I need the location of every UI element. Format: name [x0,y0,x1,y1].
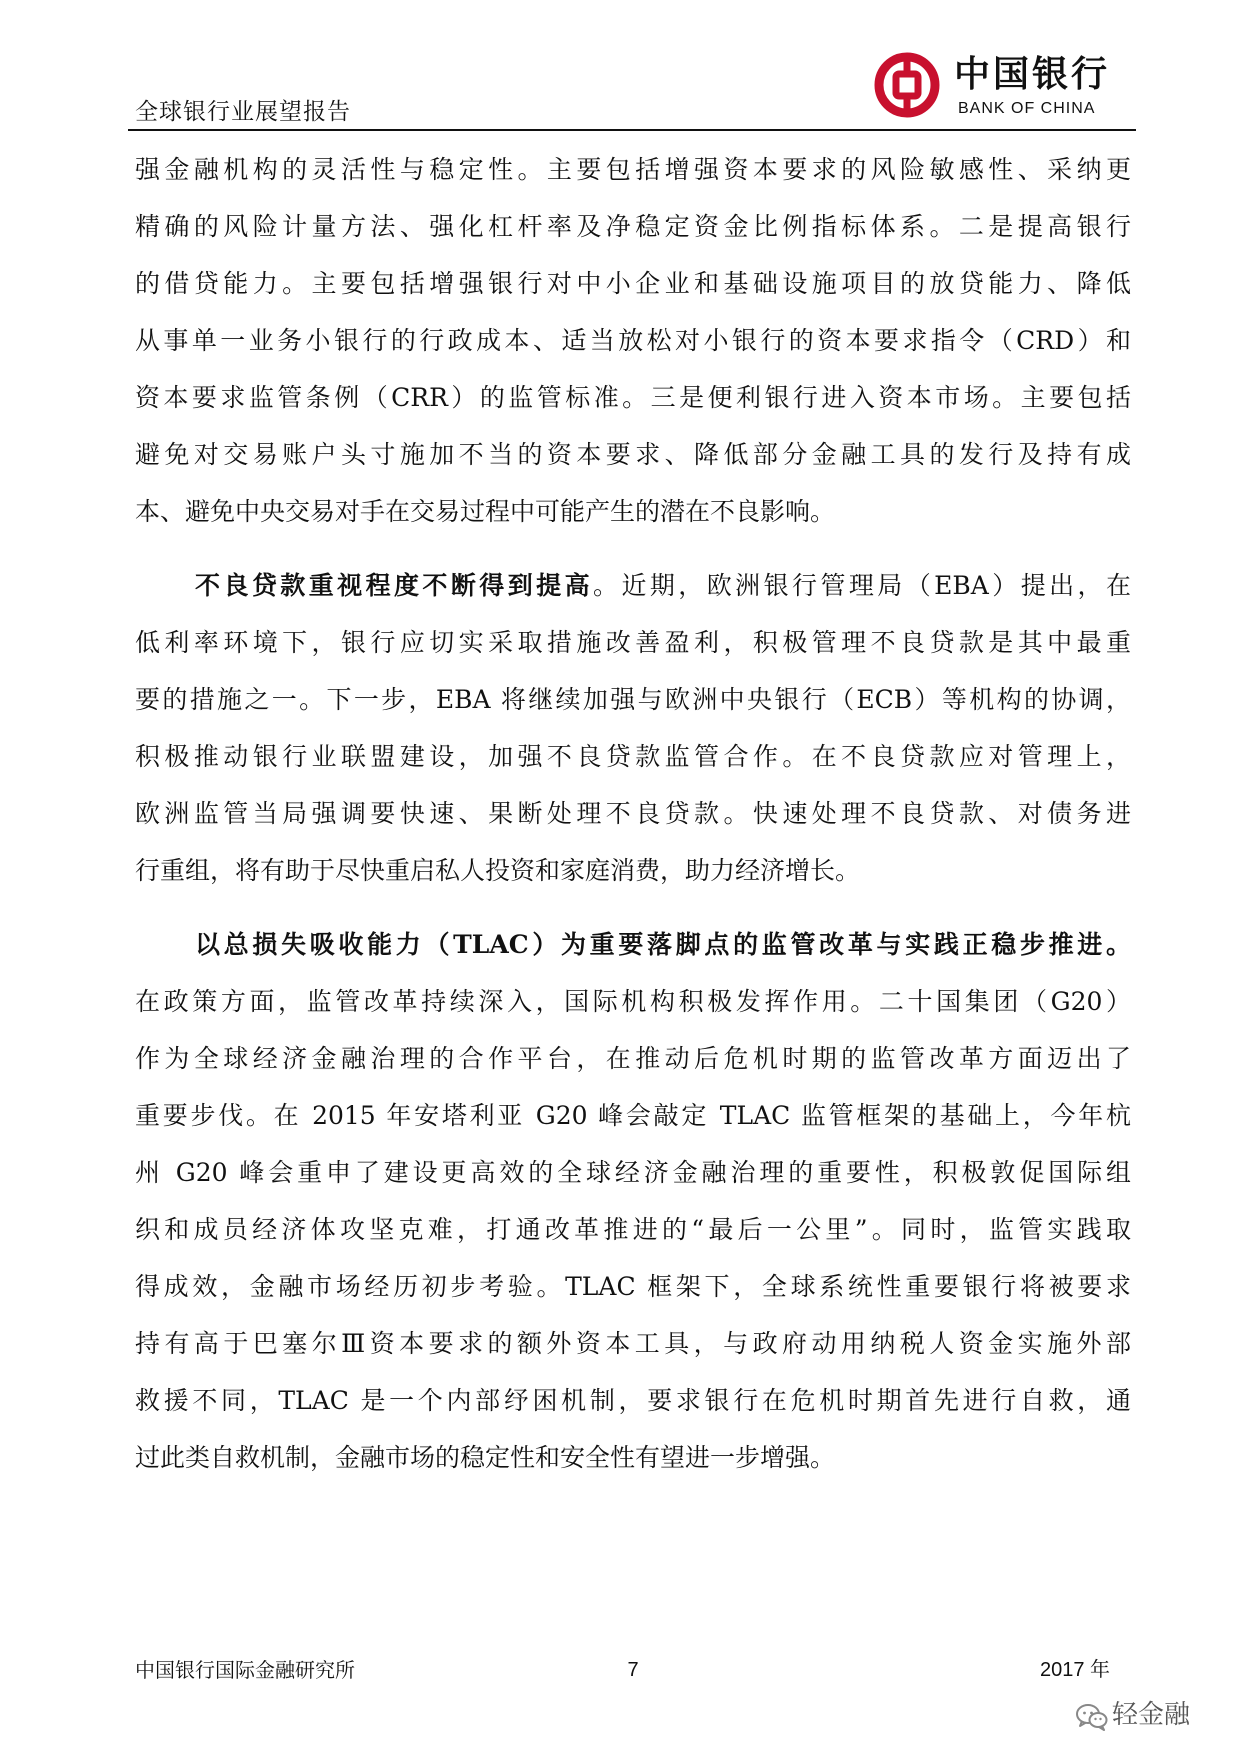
text-line: 重要步伐。在 2015 年安塔利亚 G20 峰会敲定 TLAC 监管框架的基础上，今年杭 [135,1101,1131,1130]
text-line: 过此类自救机制，金融市场的稳定性和安全性有望进一步增强。 [135,1443,836,1472]
logo-name-cn: 中国银行 [954,53,1111,95]
header-divider [128,129,1136,131]
paragraph-3 [135,916,1131,1486]
text-line: 从事单一业务小银行的行政成本、适当放松对小银行的资本要求指令（CRD）和 [135,326,1131,355]
paragraph-lead-heading: 以总损失吸收能力（TLAC）为重要落脚点的监管改革与实践正稳步推进。 [195,930,1131,959]
page-number: 7 [627,1659,639,1681]
text-line: 救援不同，TLAC 是一个内部纾困机制，要求银行在危机时期首先进行自救，通 [135,1386,1131,1415]
body-text [135,141,1131,1486]
paragraph-2 [135,557,1131,899]
bank-of-china-coin-icon [874,52,940,118]
logo-name-en: BANK OF CHINA [958,100,1096,117]
text-line: 州 G20 峰会重申了建设更高效的全球经济金融治理的重要性，积极敦促国际组 [135,1158,1131,1187]
text-line: 在政策方面，监管改革持续深入，国际机构积极发挥作用。二十国集团（G20） [135,987,1131,1016]
text-line: 要的措施之一。下一步，EBA 将继续加强与欧洲中央银行（ECB）等机构的协调， [135,685,1131,714]
text-segment: 。近期，欧洲银行管理局（EBA）提出，在 [593,571,1131,600]
text-line [135,557,1131,614]
watermark-text: 轻金融 [1112,1700,1191,1730]
text-line: 作为全球经济金融治理的合作平台，在推动后危机时期的监管改革方面迈出了 [135,1044,1131,1073]
text-line: 的借贷能力。主要包括增强银行对中小企业和基础设施项目的放贷能力、降低 [135,269,1131,298]
text-line: 强金融机构的灵活性与稳定性。主要包括增强资本要求的风险敏感性、采纳更 [135,155,1131,184]
footer-year: 2017 年 [1040,1659,1111,1681]
text-line: 本、避免中央交易对手在交易过程中可能产生的潜在不良影响。 [135,497,836,526]
paragraph-1 [135,141,1131,540]
paragraph-lead-heading: 不良贷款重视程度不断得到提高 [195,571,594,600]
wechat-icon [1076,1703,1108,1731]
text-line: 行重组，将有助于尽快重启私人投资和家庭消费，助力经济增长。 [135,856,861,885]
footer-institute: 中国银行国际金融研究所 [135,1658,355,1682]
text-line: 低利率环境下，银行应切实采取措施改善盈利，积极管理不良贷款是其中最重 [135,628,1131,657]
text-line: 避免对交易账户头寸施加不当的资本要求、降低部分金融工具的发行及持有成 [135,440,1131,469]
text-line: 持有高于巴塞尔Ⅲ资本要求的额外资本工具，与政府动用纳税人资金实施外部 [135,1329,1131,1358]
text-line: 欧洲监管当局强调要快速、果断处理不良贷款。快速处理不良贷款、对债务进 [135,799,1131,828]
text-line: 得成效，金融市场经历初步考验。TLAC 框架下，全球系统性重要银行将被要求 [135,1272,1131,1301]
text-line: 织和成员经济体攻坚克难，打通改革推进的“最后一公里”。同时，监管实践取 [135,1215,1131,1244]
text-line: 资本要求监管条例（CRR）的监管标准。三是便利银行进入资本市场。主要包括 [135,383,1131,412]
text-line: 精确的风险计量方法、强化杠杆率及净稳定资金比例指标体系。二是提高银行 [135,212,1131,241]
text-line: 积极推动银行业联盟建设，加强不良贷款监管合作。在不良贷款应对管理上， [135,742,1131,771]
report-title: 全球银行业展望报告 [135,99,351,125]
